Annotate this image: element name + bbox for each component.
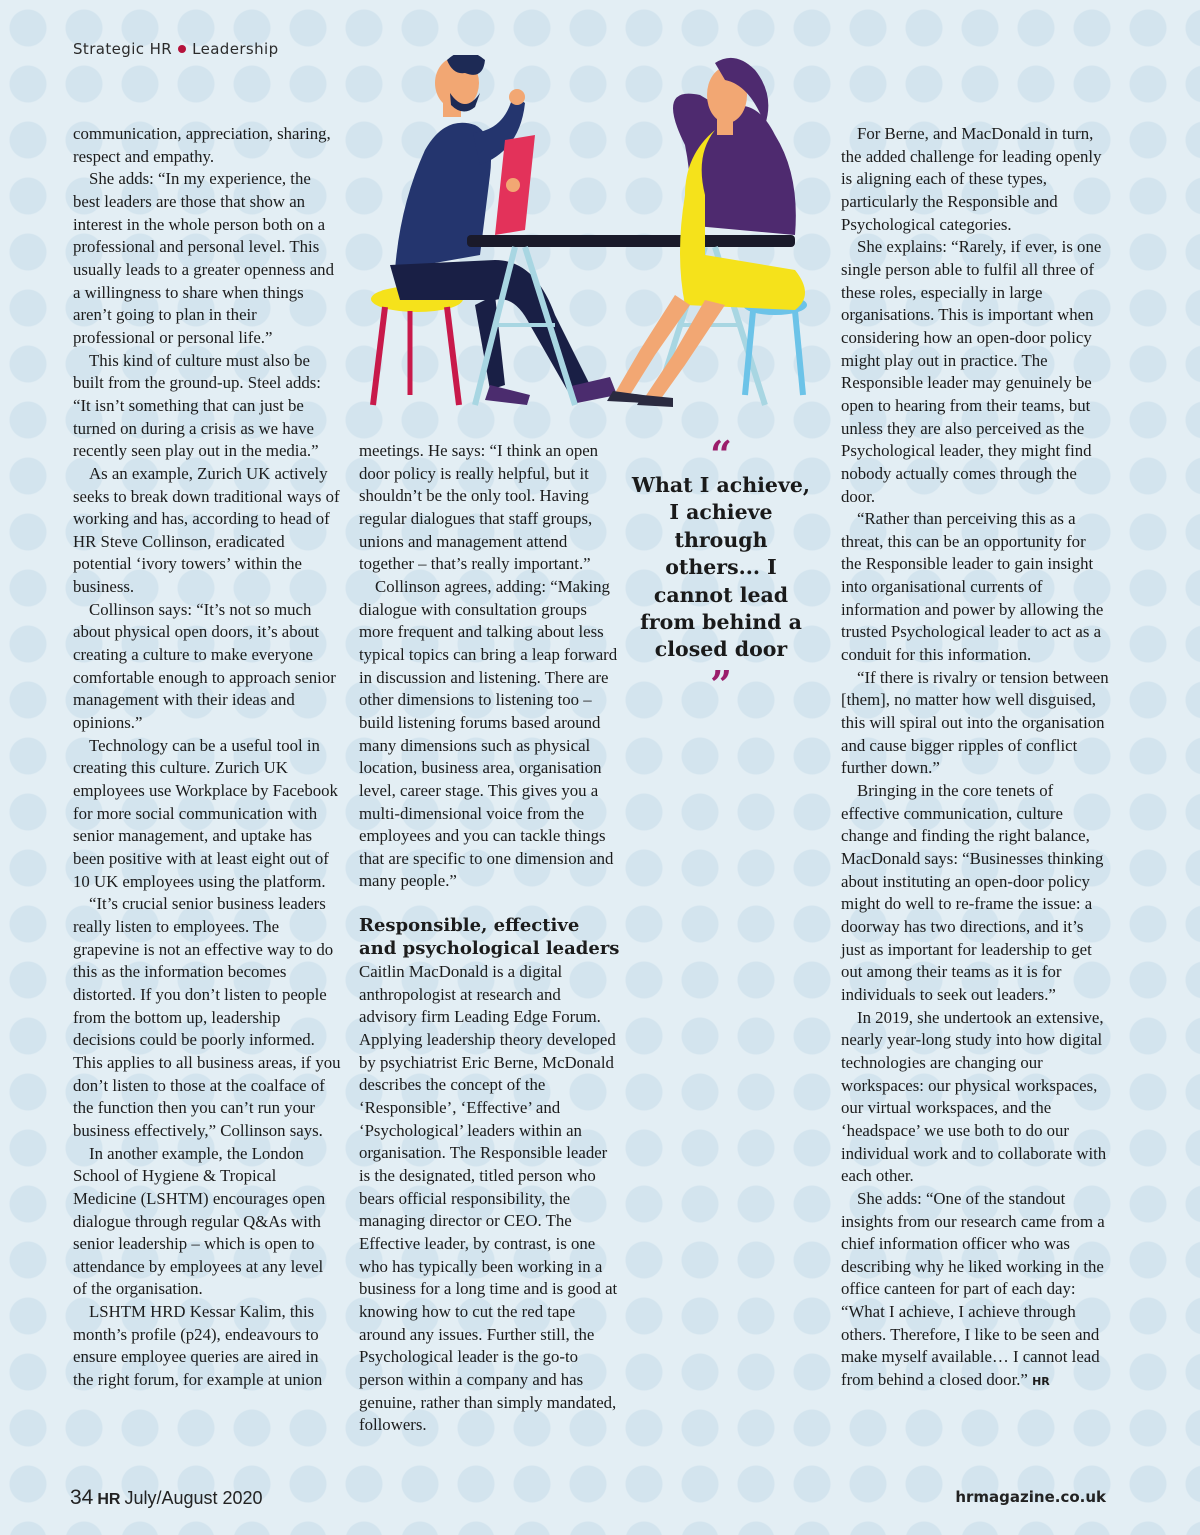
paragraph: Collinson agrees, adding: “Making dialogue with consultation groups more frequent and talking about less typical topics can bring a leap forward in discussion and listening. There are other dimensions to listening too – build listening forums based around many dimensions such as physical location, business area, organisation level, career stage. This gives you a multi-dimensional voice from the employees and you can tackle things that are specific to one dimension and many people.” — [359, 576, 618, 891]
pull-quote — [628, 432, 814, 707]
man-hand — [506, 178, 520, 192]
end-mark: HR — [1032, 1375, 1050, 1389]
table-top — [467, 235, 795, 247]
section-header — [73, 40, 279, 58]
article-column-1 — [73, 123, 341, 1392]
meeting-illustration — [355, 55, 825, 430]
paragraph: In another example, the London School of Hygiene & Tropical Medicine (LSHTM) encourages open dialogue through regular Q&As with senior leadership – which is open to attendance by employees at any level of the organisation. — [73, 1143, 326, 1299]
close-quote-icon: ” — [710, 661, 732, 707]
paragraph-text: She adds: “One of the standout insights from our research came from a chief information officer who was describing why he liked working in the office canteen for part of each day: “What I achieve, I achieve through others. Therefore, I like to be seen and make myself available… I cannot lead from behind a closed door.” — [841, 1188, 1105, 1390]
paragraph: This kind of culture must also be built from the ground-up. Steel adds: “It isn’t something that can just be turned on during a crisis as we have recently seen play out in the media.” — [73, 350, 321, 461]
man-stool-leg — [373, 307, 385, 405]
website-url[interactable]: hrmagazine.co.uk — [955, 1488, 1106, 1506]
paragraph — [841, 1188, 1109, 1394]
article-column-2 — [359, 440, 621, 1437]
paragraph: “If there is rivalry or tension between [them], no matter how well disguised, this will spiral out into the organisation and cause bigger ripples of conflict further down.” — [841, 667, 1109, 778]
magazine-brand: HR — [97, 1491, 121, 1508]
paragraph: meetings. He says: “I think an open door policy is really helpful, but it shouldn’t be the only tool. Having regular dialogues that staff groups, unions and management attend together – that’s really important.” — [359, 441, 599, 574]
article-column-3 — [841, 123, 1109, 1394]
paragraph: Technology can be a useful tool in creating this culture. Zurich UK employees use Workplace by Facebook for more social communication with senior management, and uptake has been positive with at least eight out of 10 UK employees using the platform. — [73, 735, 338, 891]
paragraph: She adds: “In my experience, the best leaders are those that show an interest in the whole person both on a professional and personal level. This usually leads to a greater openness and a willingness to share when things aren’t going to plan in their professional or personal life.” — [73, 169, 334, 347]
page-number: 34 — [70, 1486, 94, 1509]
section-label: Strategic HR — [73, 40, 173, 58]
man-shoe — [485, 385, 530, 405]
footer-folio — [70, 1486, 263, 1510]
paragraph: She explains: “Rarely, if ever, is one single person able to fulfil all three of these roles, especially in large organisations. This is important when considering how an open-door policy might play out in practice. The Responsible leader may genuinely be open to hearing from their teams, but unless they are also perceived as the Psychological leader, they might find nobody actually comes through the door. — [841, 237, 1102, 506]
woman-neck — [717, 117, 733, 135]
open-quote-icon: “ — [710, 432, 732, 477]
paragraph: “Rather than perceiving this as a threat, this can be an opportunity for the Responsible leader to gain insight into organisational currents of information and power by allowing the trusted Psychological leader to act as a conduit for this information. — [841, 509, 1104, 665]
paragraph: Caitlin MacDonald is a digital anthropologist at research and advisory firm Leading Edge Forum. Applying leadership theory developed by psychiatrist Eric Berne, McDonald describes the concept of the ‘Responsible’, ‘Effective’ and ‘Psychological’ leaders within an organisation. The Responsible leader is the designated, titled person who bears official responsibility, the managing director or CEO. The Effective leader, by contrast, is one who has typically been working in a business for a long time and is good at knowing how to cut the red tape around any issues. Further still, the Psychological leader is the go-to person within a company and has genuine, rather than simply mandated, followers. — [359, 962, 618, 1435]
paragraph: communication, appreciation, sharing, respect and empathy. — [73, 124, 331, 166]
man-hand — [509, 89, 525, 105]
paragraph: LSHTM HRD Kessar Kalim, this month’s profile (p24), endeavours to ensure employee queries are aired in the right forum, for example at union — [73, 1302, 323, 1390]
woman-stool-leg — [745, 311, 753, 395]
woman-leg — [615, 295, 690, 395]
paragraph: In 2019, she undertook an extensive, nearly year-long study into how digital technologies are changing our workspaces: our physical workspaces, our virtual workspaces, and the ‘headspace’ we use both to do our individual work and to collaborate with each other. — [841, 1007, 1107, 1186]
man-stool-leg — [447, 307, 459, 405]
paragraph: Collinson says: “It’s not so much about physical open doors, it’s about creating a culture to make everyone comfortable enough to approach senior management with their ideas and opinions.” — [73, 599, 336, 733]
paragraph: For Berne, and MacDonald in turn, the added challenge for leading openly is aligning each of these types, particularly the Responsible and Psychological categories. — [841, 124, 1102, 234]
woman-stool-leg — [795, 311, 803, 395]
topic-label: Leadership — [192, 40, 279, 58]
bullet-dot-icon — [178, 45, 186, 53]
pull-quote-text: What I achieve, I achieve through others... I cannot lead from behind a closed door — [631, 473, 811, 662]
paragraph: “It’s crucial senior business leaders really listen to employees. The grapevine is not an effective way to do this as the information becomes distorted. If you don’t listen to people from the bottom up, leadership decisions could be poorly informed. This applies to all business areas, if you don’t listen to those at the coalface of the function then you can’t run your business effectively,” Collinson says. — [73, 894, 341, 1140]
subheading: Responsible, effective and psychological leaders — [359, 915, 620, 960]
woman-shoe — [637, 395, 673, 407]
paragraph: Bringing in the core tenets of effective communication, culture change and finding the right balance, MacDonald says: “Businesses thinking about instituting an open-door policy might do well to re-frame the issue: a doorway has two directions, and it’s just as important for leadership to get out among their teams as it is for individuals to seek out leaders.” — [841, 781, 1104, 1004]
paragraph: As an example, Zurich UK actively seeks to break down traditional ways of working and has, according to head of HR Steve Collinson, eradicated potential ‘ivory towers’ within the business. — [73, 463, 340, 597]
issue-date: July/August 2020 — [124, 1488, 263, 1508]
